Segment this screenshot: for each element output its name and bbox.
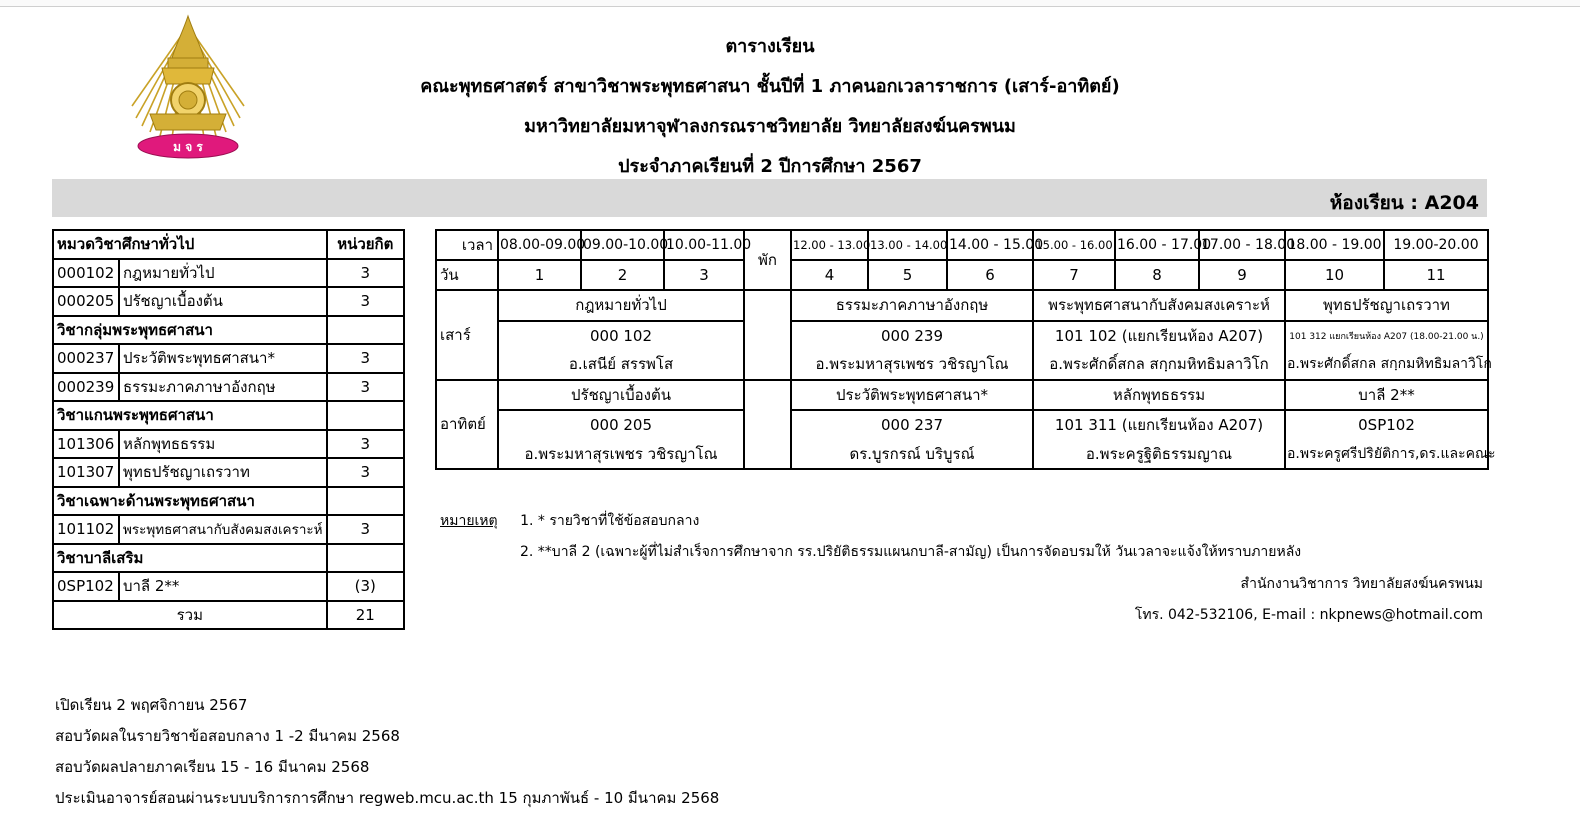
period-number: 8 [1115, 260, 1199, 290]
period-number: 5 [868, 260, 947, 290]
table-row [53, 373, 404, 402]
course-code: 000 205 [498, 410, 744, 440]
category-row [53, 487, 404, 516]
subject-name: กฎหมายทั่วไป [119, 259, 327, 288]
total-label: รวม [53, 601, 327, 630]
subject-credit: 3 [327, 259, 404, 288]
subject-code: 101307 [53, 458, 119, 487]
period-number: 6 [947, 260, 1033, 290]
schedule-title: ตารางเรียน [725, 36, 815, 57]
subject-code: 0SP102 [53, 572, 119, 601]
course-code: 000 102 [498, 321, 744, 351]
time-slot: 13.00 - 14.00 [868, 230, 947, 260]
subject-credit: 3 [327, 458, 404, 487]
subject-credit: 3 [327, 430, 404, 459]
course-code: 101 312 แยกเรียนห้อง A207 (18.00-21.00 น.) [1285, 321, 1488, 351]
day-saturday: เสาร์ [436, 290, 498, 380]
period-number: 11 [1384, 260, 1488, 290]
semester-line: ประจำภาคเรียนที่ 2 ปีการศึกษา 2567 [618, 156, 922, 177]
university-line: มหาวิทยาลัยมหาจุฬาลงกรณราชวิทยาลัย วิทยาลัยสงฆ์นครพนม [524, 116, 1016, 137]
time-slot: 18.00 - 19.00 [1285, 230, 1384, 260]
period-number: 9 [1199, 260, 1285, 290]
course-name: หลักพุทธธรรม [1033, 380, 1285, 411]
category-label: วิชากลุ่มพระพุทธศาสนา [53, 316, 327, 345]
university-emblem-logo [128, 14, 248, 164]
note-2: 2. **บาลี 2 (เฉพาะผู้ที่ไม่สำเร็จการศึกษาจาก รร.ปริยัติธรรมแผนกบาลี-สามัญ) เป็นการจัดอบรมให้ วันเวลาจะแจ้งให้ทราบภายหลัง [520, 544, 1302, 560]
final-exam-date: สอบวัดผลปลายภาคเรียน 15 - 16 มีนาคม 2568 [55, 758, 370, 776]
course-teacher: อ.พระมหาสุรเพชร วชิรญาโณ [791, 350, 1033, 380]
period-number: 1 [498, 260, 581, 290]
day-label: วัน [436, 260, 498, 290]
table-row [53, 259, 404, 288]
course-teacher: อ.พระครูฐิติธรรมญาณ [1033, 440, 1285, 470]
sunday-row [436, 410, 1488, 440]
subjects-table [52, 229, 405, 630]
teacher-evaluation-info: ประเมินอาจารย์สอนผ่านระบบบริการการศึกษา regweb.mcu.ac.th 15 กุมภาพันธ์ - 10 มีนาคม 2568 [55, 789, 720, 807]
class-start-date: เปิดเรียน 2 พฤศจิกายน 2567 [55, 696, 248, 714]
time-row [436, 230, 1488, 260]
subject-code: 101102 [53, 515, 119, 544]
break-cell [744, 290, 791, 380]
sunday-row [436, 440, 1488, 470]
period-number: 10 [1285, 260, 1384, 290]
period-row [436, 260, 1488, 290]
subject-credit: 3 [327, 287, 404, 316]
period-number: 7 [1033, 260, 1115, 290]
empty-credit-cell [327, 544, 404, 573]
subject-name: หลักพุทธธรรม [119, 430, 327, 459]
course-code: 101 102 (แยกเรียนห้อง A207) [1033, 321, 1285, 351]
time-slot: 12.00 - 13.00 [791, 230, 868, 260]
category-label: วิชาเฉพาะด้านพระพุทธศาสนา [53, 487, 327, 516]
subject-code: 000239 [53, 373, 119, 402]
period-number: 2 [581, 260, 664, 290]
course-code: 000 239 [791, 321, 1033, 351]
subject-name: ปรัชญาเบื้องต้น [119, 287, 327, 316]
course-name: บาลี 2** [1285, 380, 1488, 411]
table-row [53, 430, 404, 459]
office-name: สำนักงานวิชาการ วิทยาลัยสงฆ์นครพนม [1240, 576, 1483, 592]
weekly-schedule-table [435, 229, 1496, 470]
office-contact: โทร. 042-532106, E-mail : nkpnews@hotmail.com [1134, 607, 1483, 623]
time-slot: 19.00-20.00 [1384, 230, 1488, 260]
empty-credit-cell [327, 401, 404, 430]
subject-credit: (3) [327, 572, 404, 601]
subject-name: ประวัติพระพุทธศาสนา* [119, 344, 327, 373]
subject-code: 000102 [53, 259, 119, 288]
day-sunday: อาทิตย์ [436, 380, 498, 470]
note-line-1 [440, 510, 699, 532]
empty-credit-cell [327, 316, 404, 345]
credit-header: หน่วยกิต [327, 230, 404, 259]
window-top-edge [0, 0, 1580, 7]
faculty-line: คณะพุทธศาสตร์ สาขาวิชาพระพุทธศาสนา ชั้นปีที่ 1 ภาคนอกเวลาราชการ (เสาร์-อาทิตย์) [420, 76, 1120, 97]
course-name: พระพุทธศาสนากับสังคมสงเคราะห์ [1033, 290, 1285, 321]
central-exam-date: สอบวัดผลในรายวิชาข้อสอบกลาง 1 -2 มีนาคม 2568 [55, 727, 400, 745]
course-name: พุทธปรัชญาเถรวาท [1285, 290, 1488, 321]
total-credit: 21 [327, 601, 404, 630]
period-number: 3 [664, 260, 744, 290]
course-teacher: ดร.บูรกรณ์ บริบูรณ์ [791, 440, 1033, 470]
course-name: ปรัชญาเบื้องต้น [498, 380, 744, 411]
subject-name: ธรรมะภาคภาษาอังกฤษ [119, 373, 327, 402]
break-label: พัก [744, 230, 791, 290]
total-row [53, 601, 404, 630]
table-row [53, 458, 404, 487]
time-label: เวลา [436, 230, 498, 260]
room-label: ห้องเรียน : A204 [1329, 192, 1479, 214]
time-slot: 15.00 - 16.00 [1033, 230, 1115, 260]
course-name: กฎหมายทั่วไป [498, 290, 744, 321]
course-code: 000 237 [791, 410, 1033, 440]
room-banner [52, 179, 1487, 217]
category-row [53, 544, 404, 573]
subject-credit: 3 [327, 344, 404, 373]
notes-label: หมายเหตุ [440, 513, 498, 529]
note-1: 1. * รายวิชาที่ใช้ข้อสอบกลาง [520, 513, 700, 529]
course-teacher: อ.พระครูศรีปริยัติการ,ดร.และคณะ [1285, 440, 1488, 470]
saturday-row [436, 350, 1488, 380]
subject-name: พุทธปรัชญาเถรวาท [119, 458, 327, 487]
course-teacher: อ.พระศักดิ์สกล สกฺกมหิทธิมลาวิโก [1285, 350, 1488, 380]
time-slot: 16.00 - 17.00 [1115, 230, 1199, 260]
subject-credit: 3 [327, 515, 404, 544]
subject-name: บาลี 2** [119, 572, 327, 601]
emblem-letters: ม จ ร [173, 140, 203, 154]
course-teacher: อ.พระศักดิ์สกล สกฺกมหิทธิมลาวิโก [1033, 350, 1285, 380]
subject-name: พระพุทธศาสนากับสังคมสงเคราะห์ [119, 515, 327, 544]
time-slot: 17.00 - 18.00 [1199, 230, 1285, 260]
table-row [53, 572, 404, 601]
subject-credit: 3 [327, 373, 404, 402]
table-row [53, 344, 404, 373]
course-name: ประวัติพระพุทธศาสนา* [791, 380, 1033, 411]
table-row [53, 515, 404, 544]
period-number: 4 [791, 260, 868, 290]
break-cell [744, 380, 791, 470]
subject-code: 000237 [53, 344, 119, 373]
saturday-row [436, 321, 1488, 351]
time-slot: 08.00-09.00 [498, 230, 581, 260]
category-label: วิชาบาลีเสริม [53, 544, 327, 573]
course-name: ธรรมะภาคภาษาอังกฤษ [791, 290, 1033, 321]
course-teacher: อ.พระมหาสุรเพชร วชิรญาโณ [498, 440, 744, 470]
time-slot: 10.00-11.00 [664, 230, 744, 260]
course-teacher: อ.เสนีย์ สรรพโส [498, 350, 744, 380]
subject-code: 101306 [53, 430, 119, 459]
category-row [53, 316, 404, 345]
empty-credit-cell [327, 487, 404, 516]
saturday-row [436, 290, 1488, 321]
time-slot: 09.00-10.00 [581, 230, 664, 260]
subject-code: 000205 [53, 287, 119, 316]
category-row [53, 401, 404, 430]
subjects-header-label: หมวดวิชาศึกษาทั่วไป [53, 230, 327, 259]
subjects-header-row [53, 230, 404, 259]
category-label: วิชาแกนพระพุทธศาสนา [53, 401, 327, 430]
course-code: 0SP102 [1285, 410, 1488, 440]
table-row [53, 287, 404, 316]
time-slot: 14.00 - 15.00 [947, 230, 1033, 260]
course-code: 101 311 (แยกเรียนห้อง A207) [1033, 410, 1285, 440]
sunday-row [436, 380, 1488, 411]
